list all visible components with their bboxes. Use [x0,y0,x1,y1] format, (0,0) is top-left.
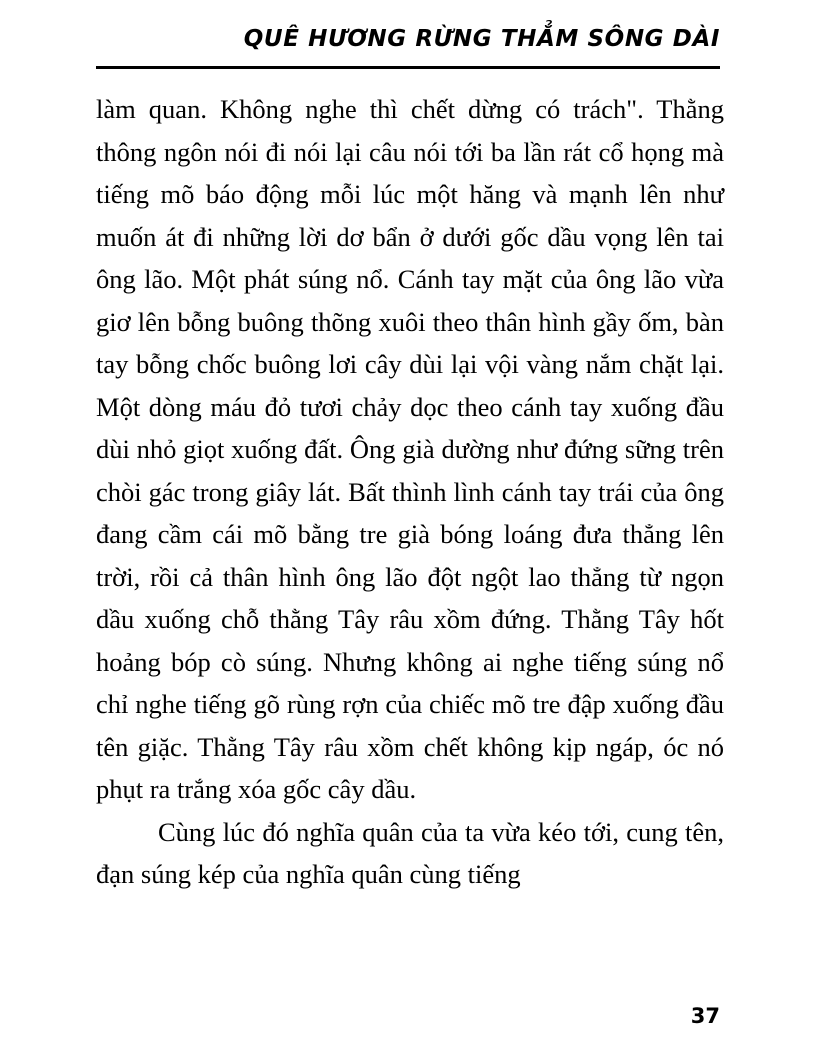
page-body [96,88,724,896]
paragraph-1: làm quan. Không nghe thì chết dừng có trách". Thằng thông ngôn nói đi nói lại câu nói tới ba lần rát cổ họng mà tiếng mõ báo động mỗi lúc một hăng và mạnh lên như muốn át đi những lời dơ bẩn ở dưới gốc dầu vọng lên tai ông lão. Một phát súng nổ. Cánh tay mặt của ông lão vừa giơ lên bỗng buông thõng xuôi theo thân hình gầy ốm, bàn tay bỗng chốc buông lơi cây dùi lại vội vàng nắm chặt lại. Một dòng máu đỏ tươi chảy dọc theo cánh tay xuống đầu dùi nhỏ giọt xuống đất. Ông già dường như đứng sững trên chòi gác trong giây lát. Bất thình lình cánh tay trái của ông đang cầm cái mõ bằng tre già bóng loáng đưa thẳng lên trời, rồi cả thân hình ông lão đột ngột lao thẳng từ ngọn dầu xuống chỗ thằng Tây râu xồm đứng. Thằng Tây hốt hoảng bóp cò súng. Nhưng không ai nghe tiếng súng nổ chỉ nghe tiếng gõ rùng rợn của chiếc mõ tre đập xuống đầu tên giặc. Thằng Tây râu xồm chết không kịp ngáp, óc nó phụt ra trắng xóa gốc cây dầu. [96,94,724,804]
paragraph-2: Cùng lúc đó nghĩa quân của ta vừa kéo tới, cung tên, đạn súng kép của nghĩa quân cùng tiếng [96,816,724,889]
header-divider [96,66,720,69]
running-header: QUÊ HƯƠNG RỪNG THẲM SÔNG DÀI [243,26,720,52]
page-number: 37 [690,1004,720,1028]
